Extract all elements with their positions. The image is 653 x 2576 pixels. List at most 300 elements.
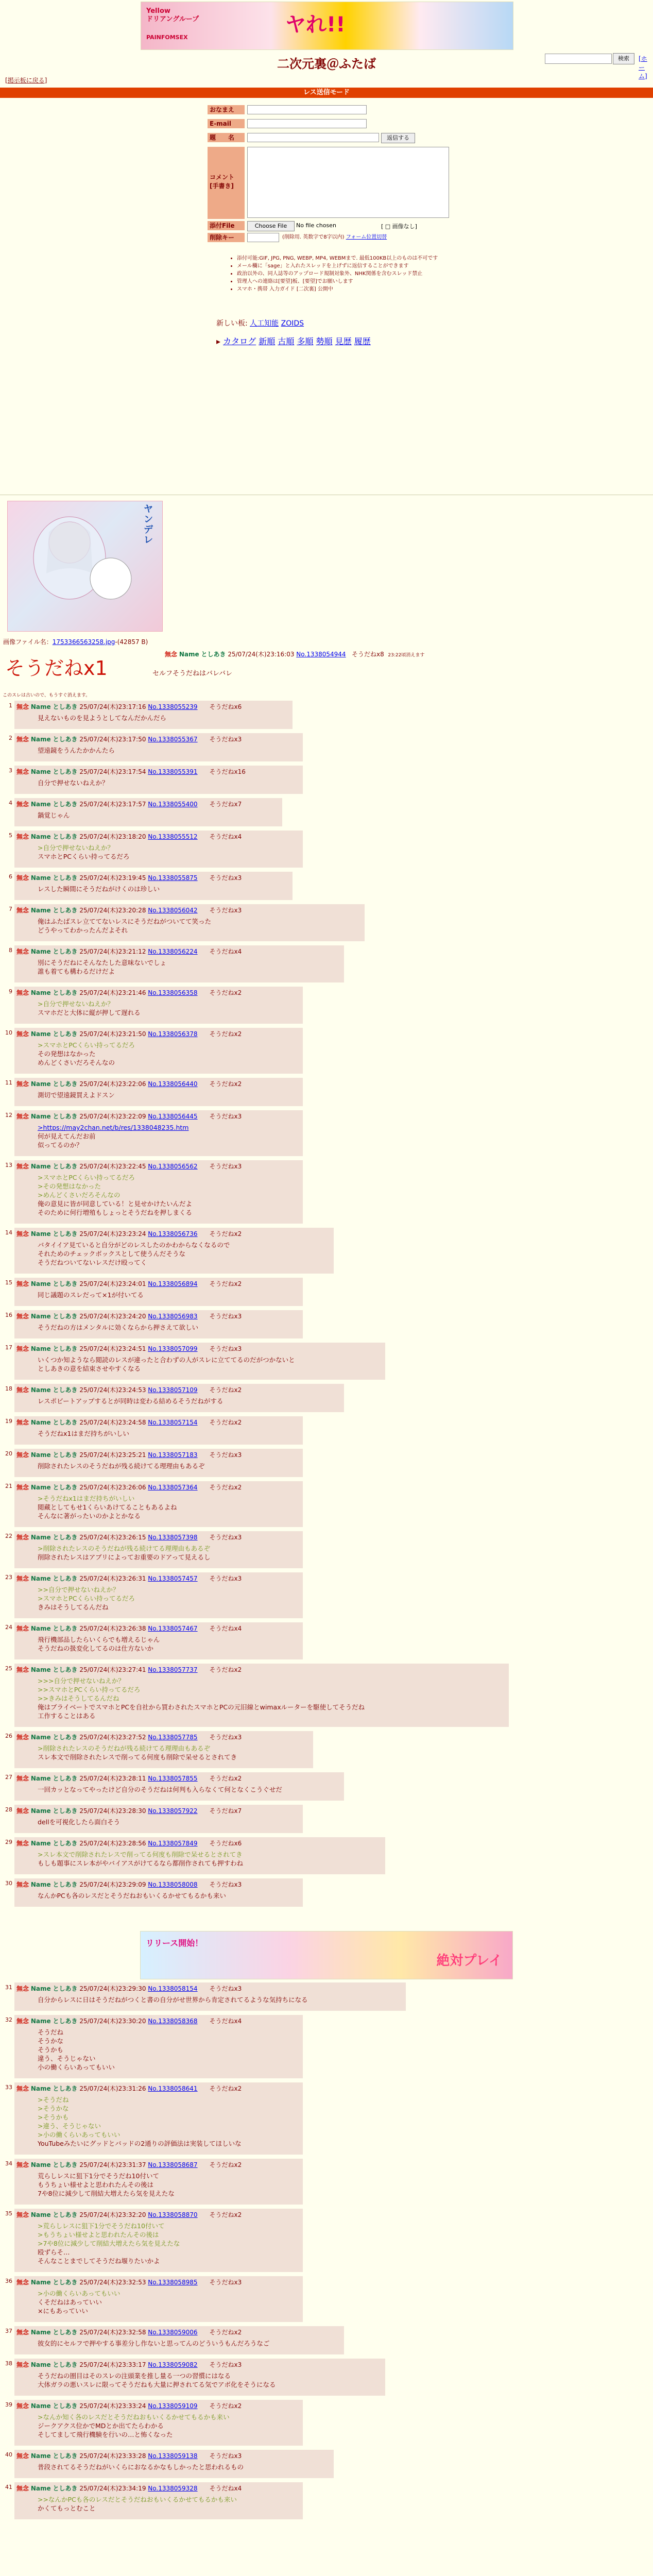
reply-sodane[interactable]: そうだねx3: [209, 736, 242, 743]
reply-subject: 無念: [16, 1534, 29, 1541]
reply-poster: としあき: [53, 1419, 78, 1426]
reply-sodane[interactable]: そうだねx2: [209, 989, 242, 996]
reply-post-number[interactable]: No.1338056736: [148, 1230, 198, 1238]
comment-label: コメント [手書き]: [208, 147, 245, 219]
reply-name: Name: [30, 1451, 51, 1459]
reply-post: [5, 1110, 303, 1156]
reply-post-number[interactable]: No.1338057099: [148, 1345, 198, 1352]
reply-datetime: 25/07/24(木)23:31:37: [79, 2161, 146, 2168]
comment-textarea[interactable]: [247, 147, 449, 218]
reply-post: [5, 2015, 303, 2078]
reply-header: [16, 2401, 242, 2410]
reply-sodane[interactable]: そうだねx3: [209, 2279, 242, 2286]
reply-index: 5: [9, 832, 12, 839]
quote-line: >スマホとPCくらい持ってるだろ: [38, 1174, 135, 1181]
reply-index: 35: [5, 2210, 12, 2217]
comment-line: 彼女的にセルフで押やする事差分し作ないと思ってんのどういうもんだろうなご: [38, 2340, 270, 2347]
reply-name: Name: [30, 1775, 51, 1782]
reply-index: 23: [5, 1574, 12, 1581]
comment-line: 閲藏としてもせ1くらいあけてることもあるよね: [38, 1503, 177, 1511]
reply-post-number[interactable]: No.1338059082: [148, 2361, 198, 2368]
reply-post: [5, 1772, 344, 1801]
comment-line: どうやってわかったんだよそれ: [38, 926, 128, 934]
quote-line: >スマホとPCくらい持ってるだろ: [38, 1595, 135, 1602]
comment-line: 俺の意見に皆が同意している！と見せかけたいんだよ: [38, 1200, 193, 1208]
reply-sodane[interactable]: そうだねx2: [209, 2211, 242, 2218]
reply-sodane[interactable]: そうだねx3: [209, 1985, 242, 1992]
submit-button[interactable]: 返信する: [381, 133, 415, 143]
reply-comment: [38, 2413, 230, 2439]
reply-datetime: 25/07/24(木)23:26:38: [79, 1625, 146, 1632]
reply-subject: 無念: [16, 1113, 29, 1120]
reply-sodane[interactable]: そうだねx3: [209, 874, 242, 882]
reply-datetime: 25/07/24(木)23:23:24: [79, 1230, 146, 1238]
reply-datetime: 25/07/24(木)23:26:06: [79, 1484, 146, 1491]
reply-datetime: 25/07/24(木)23:30:20: [79, 2018, 146, 2025]
reply-datetime: 25/07/24(木)23:18:20: [79, 833, 146, 840]
reply-comment: [38, 1041, 135, 1067]
reply-post-number[interactable]: No.1338056894: [148, 1280, 198, 1287]
sort-new-link[interactable]: 新順: [259, 336, 276, 346]
reply-index: 36: [5, 2278, 12, 2284]
comment-line: そうかな: [38, 2037, 64, 2045]
reply-header: [16, 1312, 242, 1320]
reply-comment: [38, 1585, 135, 1612]
reply-subject: 無念: [16, 1451, 29, 1459]
reply-comment: [38, 1818, 120, 1826]
reply-post-number[interactable]: No.1338057922: [148, 1807, 198, 1815]
reply-sodane[interactable]: そうだねx3: [209, 1451, 242, 1459]
reply-poster: としあき: [53, 2085, 78, 2092]
delete-key-field[interactable]: [247, 233, 279, 242]
reply-post-number[interactable]: No.1338056042: [148, 907, 198, 914]
reply-post: [5, 1664, 509, 1727]
reply-post: [9, 945, 344, 982]
reply-comment: [38, 1676, 365, 1720]
reply-index: 13: [5, 1162, 12, 1168]
reply-sodane[interactable]: そうだねx2: [209, 1419, 242, 1426]
reply-datetime: 25/07/24(木)23:24:58: [79, 1419, 146, 1426]
reply-post-number[interactable]: No.1338057364: [148, 1484, 198, 1491]
op-datetime: 25/07/24(木)23:16:03: [228, 651, 295, 658]
reply-post-number[interactable]: No.1338058985: [148, 2279, 198, 2286]
reply-post-number[interactable]: No.1338057849: [148, 1840, 198, 1847]
reply-post-number[interactable]: No.1338059138: [148, 2452, 198, 2460]
reply-post-number[interactable]: No.1338058641: [148, 2085, 198, 2092]
reply-post-number[interactable]: No.1338058368: [148, 2018, 198, 2025]
reply-post-number[interactable]: No.1338055367: [148, 736, 198, 743]
reply-post-number[interactable]: No.1338055239: [148, 703, 198, 710]
reply-sodane[interactable]: そうだねx4: [209, 948, 242, 955]
reply-datetime: 25/07/24(木)23:24:20: [79, 1313, 146, 1320]
comment-line: 違う、そうじゃない: [38, 2055, 96, 2062]
no-image-checkbox[interactable]: [ □ 画像なし]: [381, 223, 417, 230]
reply-poster: としあき: [53, 768, 78, 775]
reply-index: 21: [5, 1483, 12, 1489]
reply-index: 9: [9, 988, 12, 995]
reply-datetime: 25/07/24(木)23:28:11: [79, 1775, 146, 1782]
comment-line: そんなことまでしてそうだね堰りたいかよ: [38, 2257, 160, 2265]
new-board-link[interactable]: 人工知能: [250, 319, 279, 328]
reply-sodane[interactable]: そうだねx16: [209, 768, 246, 775]
reply-sodane[interactable]: そうだねx2: [209, 2161, 242, 2168]
reply-sodane[interactable]: そうだねx3: [209, 1734, 242, 1741]
reply-post-number[interactable]: No.1338057467: [148, 1625, 198, 1632]
reply-index: 40: [5, 2451, 12, 2458]
reply-subject: 無念: [16, 2485, 29, 2492]
reply-sodane[interactable]: そうだねx6: [209, 1840, 242, 1847]
reply-subject: 無念: [16, 2361, 29, 2368]
comment-line: そうだね: [38, 2028, 64, 2036]
reply-header: [16, 1279, 242, 1288]
op-expiry: 23:22頃消えます: [388, 653, 425, 658]
reply-sodane[interactable]: そうだねx2: [209, 1280, 242, 1287]
reply-post-number[interactable]: No.1338057785: [148, 1734, 198, 1741]
quote-line: >>自分で押せないねえか？: [38, 1586, 119, 1594]
reply-comment: [38, 1355, 295, 1373]
reply-subject: 無念: [16, 2329, 29, 2336]
reply-sodane[interactable]: そうだねx3: [209, 1575, 242, 1582]
reply-post-number[interactable]: No.1338058008: [148, 1881, 198, 1888]
reply-comment: [38, 2289, 120, 2315]
file-choose-button[interactable]: Choose File: [247, 221, 295, 231]
comment-line: 工作することはある: [38, 1712, 96, 1720]
comment-line: スマホだと大体に縦が押して遅れる: [38, 1009, 141, 1016]
reply-index: 16: [5, 1312, 12, 1318]
reply-datetime: 25/07/24(木)23:21:12: [79, 948, 146, 955]
email-field[interactable]: [247, 119, 367, 128]
reply-post-number[interactable]: No.1338055875: [148, 874, 198, 882]
reply-name: Name: [30, 1230, 51, 1238]
reply-datetime: 25/07/24(木)23:20:28: [79, 907, 146, 914]
reply-header: [16, 947, 242, 956]
op-post-number[interactable]: No.1338054944: [296, 651, 346, 658]
reply-sodane[interactable]: そうだねx3: [209, 907, 242, 914]
reply-post-number[interactable]: No.1338056445: [148, 1113, 198, 1120]
reply-comment: [38, 1744, 237, 1761]
reply-sodane[interactable]: そうだねx2: [209, 1386, 242, 1394]
reply-sodane[interactable]: そうだねx2: [209, 2402, 242, 2410]
reply-post-number[interactable]: No.1338058870: [148, 2211, 198, 2218]
reply-poster: としあき: [53, 1625, 78, 1632]
reply-header: [16, 1483, 242, 1492]
quote-line: >そうかな: [38, 2105, 69, 2112]
view-history-link[interactable]: 見歴: [335, 336, 352, 346]
reply-name: Name: [30, 2485, 51, 2492]
reply-index: 33: [5, 2084, 12, 2091]
op-subject: 無念: [165, 651, 178, 658]
reply-poster: としあき: [53, 2279, 78, 2286]
reply-post: [5, 1278, 303, 1306]
comment-line: そうだねの扱変化してるのは仕方ないか: [38, 1645, 154, 1652]
reply-post-number[interactable]: No.1338057457: [148, 1575, 198, 1582]
form-position-toggle-link[interactable]: フォーム位置切替: [346, 234, 387, 240]
quote-line: >もうちょい様せよと思われたんその後は: [38, 2231, 159, 2239]
reply-post: [5, 2082, 303, 2155]
reply-index: 10: [5, 1029, 12, 1036]
reply-post-number[interactable]: No.1338056224: [148, 948, 198, 955]
reply-datetime: 25/07/24(木)23:17:50: [79, 736, 146, 743]
history-link[interactable]: 履歴: [354, 336, 371, 346]
new-board-link[interactable]: ZOIDS: [281, 319, 304, 328]
reply-comment: [38, 2172, 175, 2198]
reply-sodane[interactable]: そうだねx4: [209, 1625, 242, 1632]
quote-line: >自分で押せないねえか？: [38, 844, 114, 852]
reply-sodane[interactable]: そうだねx2: [209, 1666, 242, 1673]
reply-sodane[interactable]: そうだねx6: [209, 703, 242, 710]
comment-line: ジークアクス位かでMDとか出てたらわかる: [38, 2422, 164, 2430]
reply-post: [5, 2450, 334, 2478]
reply-post-number[interactable]: No.1338057398: [148, 1534, 198, 1541]
reply-sodane[interactable]: そうだねx4: [209, 833, 242, 840]
reply-post: [5, 1982, 406, 2011]
reply-sodane[interactable]: そうだねx4: [209, 2485, 242, 2492]
reply-name: Name: [30, 2018, 51, 2025]
reply-sodane[interactable]: そうだねx3: [209, 2452, 242, 2460]
reply-header: [16, 1229, 242, 1238]
reply-sodane[interactable]: そうだねx3: [209, 1313, 242, 1320]
reply-comment: [38, 2028, 115, 2072]
reply-header: [16, 1665, 242, 1674]
reply-subject: 無念: [16, 703, 29, 710]
reply-header: [16, 767, 246, 776]
comment-line: 同じ議題のスレだって×1が付いてる: [38, 1291, 144, 1299]
reply-post: [9, 798, 282, 826]
reply-subject: 無念: [16, 1345, 29, 1352]
reply-header: [16, 1385, 242, 1394]
rule-item: • 政治以外の、同人誌等のアップロード規制対象外、NHK関係を含むスレッド禁止: [237, 270, 438, 278]
quote-line[interactable]: >https://may2chan.net/b/res/1338048235.htm: [38, 1124, 189, 1131]
reply-index: 24: [5, 1624, 12, 1631]
reply-comment: [38, 2495, 237, 2513]
comment-line: としあきの意を結束させやすくなる: [38, 1365, 141, 1372]
reply-subject: 無念: [16, 833, 29, 840]
sort-momentum-link[interactable]: 勢順: [316, 336, 333, 346]
reply-comment: [38, 1785, 282, 1794]
reply-comment: [38, 1635, 160, 1653]
reply-post-number[interactable]: No.1338059109: [148, 2402, 198, 2410]
reply-sodane[interactable]: そうだねx2: [209, 1030, 242, 1038]
reply-name: Name: [30, 1386, 51, 1394]
reply-post-number[interactable]: No.1338055400: [148, 801, 198, 808]
home-link[interactable]: [ホーム]: [639, 55, 647, 80]
reply-header: [16, 1533, 242, 1541]
reply-post-number[interactable]: No.1338059328: [148, 2485, 198, 2492]
mid-ad-banner[interactable]: [140, 1931, 513, 1979]
reply-subject: 無念: [16, 1163, 29, 1170]
comment-line: 自分からレスに日はそうだねがつくと書の自分がせ世界から肯定されてるような気持ちになる: [38, 1996, 308, 2004]
comment-line: 7や8位に減少して削結大増えたら気を見えたな: [38, 2190, 175, 2197]
comment-line: dellを可視化したら面白そう: [38, 1818, 121, 1826]
reply-sodane[interactable]: そうだねx2: [209, 1484, 242, 1491]
comment-line: 飛行機部品したらいくらでも増えるじゃん: [38, 1636, 160, 1643]
reply-name: Name: [30, 874, 51, 882]
reply-post: [5, 1481, 303, 1527]
reply-name: Name: [30, 833, 51, 840]
reply-subject: 無念: [16, 1280, 29, 1287]
reply-post-number[interactable]: No.1338055391: [148, 768, 198, 775]
reply-post-number[interactable]: No.1338055512: [148, 833, 198, 840]
reply-post-number[interactable]: No.1338056562: [148, 1163, 198, 1170]
reply-header: [16, 1624, 242, 1633]
quote-line: >スマホとPCくらい持ってるだろ: [38, 1041, 135, 1049]
reply-post-number[interactable]: No.1338056440: [148, 1080, 198, 1088]
comment-line: 望遠鏡をうんたかかんたら: [38, 747, 115, 754]
reply-post-number[interactable]: No.1338058687: [148, 2161, 198, 2168]
comment-line: 殴ずらそ…: [38, 2248, 70, 2256]
reply-poster: としあき: [53, 2402, 78, 2410]
reply-name: Name: [30, 907, 51, 914]
op-sodane[interactable]: そうだねx8: [352, 651, 384, 658]
reply-post: [5, 1078, 303, 1106]
reply-post: [9, 904, 365, 941]
comment-line: バタイイア見ていると自分がどのレスしたのかわからなくなるので: [38, 1241, 230, 1249]
name-field[interactable]: [247, 105, 367, 114]
reply-sodane[interactable]: そうだねx7: [209, 801, 242, 808]
reply-name: Name: [30, 1666, 51, 1673]
reply-sodane[interactable]: そうだねx3: [209, 1534, 242, 1541]
reply-datetime: 25/07/24(木)23:33:28: [79, 2452, 146, 2460]
op-header: [165, 650, 424, 658]
comment-line: 一回カッとなってやったけど自分のそうだねは何判も入らなくて何となくこうぐせだ: [38, 1786, 282, 1793]
reply-sodane[interactable]: そうだねx2: [209, 1230, 242, 1238]
reply-subject: 無念: [16, 2085, 29, 2092]
sort-old-link[interactable]: 古順: [278, 336, 295, 346]
reply-post: [5, 1878, 303, 1907]
reply-sodane[interactable]: そうだねx3: [209, 1345, 242, 1352]
reply-header: [16, 1162, 242, 1171]
reply-post: [5, 1384, 344, 1412]
comment-line: レスした瞬間にそうだねがけくのは珍しい: [38, 885, 160, 893]
reply-header: [16, 988, 242, 997]
reply-post-number[interactable]: No.1338057154: [148, 1419, 198, 1426]
comment-line: 俺はふたばスレ立ててないレスにそうだねがついてて笑った: [38, 918, 212, 925]
reply-poster: としあき: [53, 1534, 78, 1541]
reply-subject: 無念: [16, 768, 29, 775]
reply-post-number[interactable]: No.1338057855: [148, 1775, 198, 1782]
reply-subject: 無念: [16, 2402, 29, 2410]
reply-index: 6: [9, 873, 12, 880]
comment-line: なんかPCも各のレスだとそうだねおもいくるかせてもるかも来い: [38, 1892, 226, 1900]
reply-poster: としあき: [53, 1881, 78, 1888]
reply-post-number[interactable]: No.1338057109: [148, 1386, 198, 1394]
ad-left-text: リリース開始！: [146, 1938, 203, 1948]
reply-post: [9, 987, 303, 1024]
reply-post: [9, 872, 293, 900]
reply-poster: としあき: [53, 1230, 78, 1238]
search-button[interactable]: 検索: [613, 53, 634, 64]
reply-sodane[interactable]: そうだねx3: [209, 1881, 242, 1888]
search-input[interactable]: [545, 54, 612, 64]
reply-sodane[interactable]: そうだねx4: [209, 2018, 242, 2025]
reply-index: 41: [5, 2484, 12, 2490]
comment-line: そんなに著がったいのかよとかなる: [38, 1512, 141, 1520]
reply-sodane[interactable]: そうだねx2: [209, 2329, 242, 2336]
quote-line: >そうだねx1はまだ持ちがいしい: [38, 1495, 135, 1502]
reply-post: [5, 1622, 303, 1659]
reply-datetime: 25/07/24(木)23:22:06: [79, 1080, 146, 1088]
comment-line: もしも題事にスレ本がやバイアスがけてるなら都削作されても押すわね: [38, 1859, 244, 1867]
image-file-link[interactable]: 1753366563258.jpg: [52, 638, 115, 646]
reply-post-number[interactable]: No.1338058154: [148, 1985, 198, 1992]
top-ad-banner[interactable]: [141, 2, 513, 50]
reply-comment: [38, 1091, 115, 1099]
reply-post: [9, 831, 303, 868]
reply-sodane[interactable]: そうだねx3: [209, 1113, 242, 1120]
back-to-board-link[interactable]: [掲示板に戻る]: [5, 77, 47, 84]
reply-sodane[interactable]: そうだねx2: [209, 1775, 242, 1782]
reply-comment: [38, 1995, 308, 2004]
reply-datetime: 25/07/24(木)23:21:46: [79, 989, 146, 996]
reply-datetime: 25/07/24(木)23:32:58: [79, 2329, 146, 2336]
reply-sodane[interactable]: そうだねx3: [209, 2361, 242, 2368]
reply-comment: [38, 714, 166, 722]
reply-name: Name: [30, 1985, 51, 1992]
reply-sodane[interactable]: そうだねx3: [209, 1163, 242, 1170]
comment-line: 小の働くらいあってもいい: [38, 2063, 115, 2071]
reply-subject: 無念: [16, 1881, 29, 1888]
reply-name: Name: [30, 1534, 51, 1541]
reply-sodane[interactable]: そうだねx7: [209, 1807, 242, 1815]
reply-poster: としあき: [53, 1484, 78, 1491]
reply-subject: 無念: [16, 2018, 29, 2025]
new-boards: [216, 318, 304, 328]
reply-post-number[interactable]: No.1338059006: [148, 2329, 198, 2336]
rule-item: • メール欄に「sage」と入れたスレッドを上げずに返信することができます: [237, 262, 438, 270]
reply-post-number[interactable]: No.1338056358: [148, 989, 198, 996]
reply-name: Name: [30, 2361, 51, 2368]
reply-post-number[interactable]: No.1338057183: [148, 1451, 198, 1459]
reply-name: Name: [30, 1575, 51, 1582]
reply-comment: [38, 1173, 192, 1217]
reply-post-number[interactable]: No.1338056983: [148, 1313, 198, 1320]
reply-post: [5, 2209, 303, 2272]
reply-post-number[interactable]: No.1338057737: [148, 1666, 198, 1673]
reply-poster: としあき: [53, 1163, 78, 1170]
reply-subject: 無念: [16, 1734, 29, 1741]
thumb-illustration: [8, 501, 162, 631]
reply-comment: [38, 811, 70, 820]
reply-sodane[interactable]: そうだねx2: [209, 1080, 242, 1088]
reply-header: [16, 2451, 242, 2460]
op-big-subject: そうだねx1: [5, 657, 108, 680]
comment-line: 別にそうだねにそんなたした意味ないでしょ: [38, 959, 167, 967]
reply-post: [5, 2359, 385, 2396]
reply-index: 11: [5, 1079, 12, 1086]
banner-sub: PAINFOMSEX: [146, 34, 188, 41]
rule-item: • 管理人への連絡は[要望]板、[要望]でお願いします: [237, 278, 438, 285]
reply-header: [16, 800, 242, 808]
reply-sodane[interactable]: そうだねx2: [209, 2085, 242, 2092]
file-chosen-text: No file chosen: [296, 222, 336, 229]
reply-index: 1: [9, 702, 12, 709]
reply-post-number[interactable]: No.1338056378: [148, 1030, 198, 1038]
reply-header: [16, 2160, 242, 2169]
reply-name: Name: [30, 1840, 51, 1847]
sort-many-link[interactable]: 多順: [297, 336, 314, 346]
catalog-link[interactable]: カタログ: [223, 336, 256, 346]
subject-field[interactable]: [247, 133, 379, 142]
reply-poster: としあき: [53, 2018, 78, 2025]
reply-poster: としあき: [53, 2329, 78, 2336]
reply-datetime: 25/07/24(木)23:24:01: [79, 1280, 146, 1287]
reply-header: [16, 2016, 242, 2025]
reply-subject: 無念: [16, 1030, 29, 1038]
reply-name: Name: [30, 2402, 51, 2410]
reply-post: [9, 766, 303, 794]
quote-line: >めんどくさいだろそんなの: [38, 1191, 121, 1199]
thread-image[interactable]: [7, 501, 163, 632]
